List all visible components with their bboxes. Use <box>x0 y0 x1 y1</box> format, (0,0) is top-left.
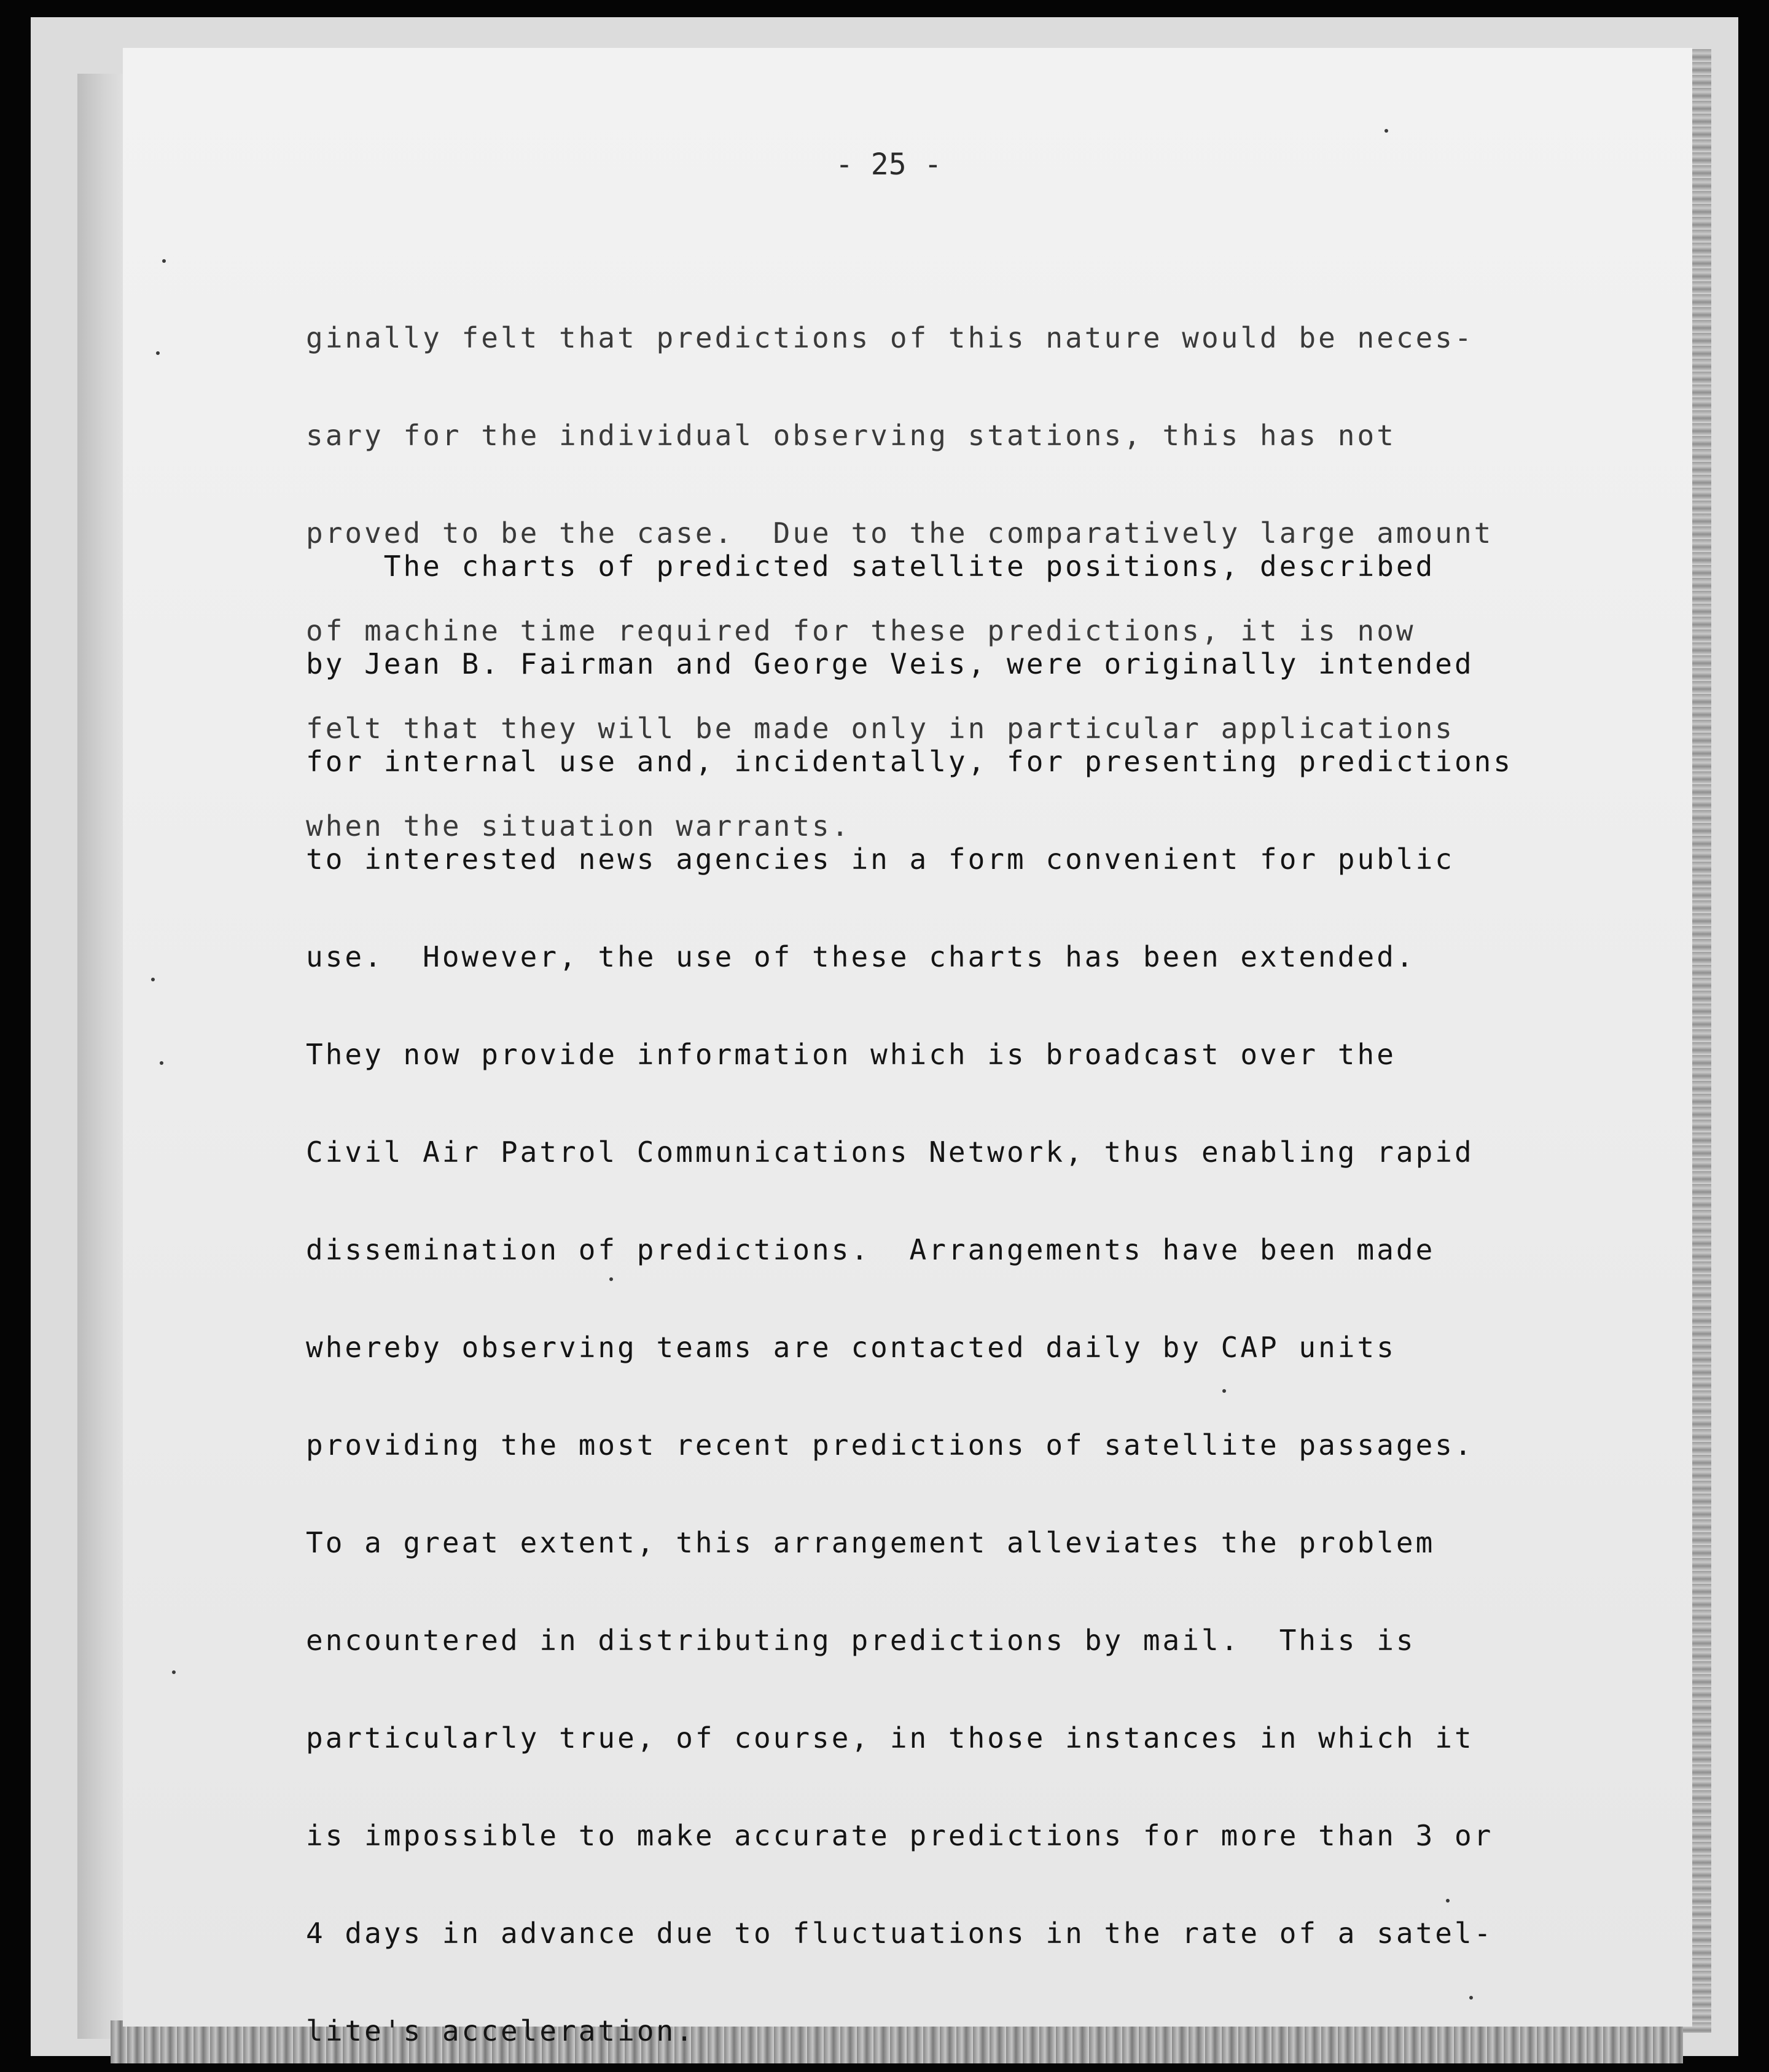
text-line: felt that they will be made only in particular applications <box>306 712 1455 745</box>
dust-speck <box>172 1670 176 1674</box>
text-line: particularly true, of course, in those instances in which it <box>306 1721 1474 1755</box>
text-line: To a great extent, this arrangement alleviates the problem <box>306 1526 1435 1559</box>
text-line: proved to be the case. Due to the comparatively large amount <box>306 516 1494 550</box>
page-number: - 25 - <box>835 147 942 182</box>
text-line: They now provide information which is broadcast over the <box>306 1038 1396 1071</box>
dust-speck <box>1469 1996 1473 2000</box>
text-line: Civil Air Patrol Communications Network, thus enabling rapid <box>306 1135 1474 1169</box>
text-line: encountered in distributing predictions by mail. This is <box>306 1624 1416 1657</box>
text-line: whereby observing teams are contacted daily by CAP units <box>306 1331 1396 1364</box>
dust-speck <box>162 259 166 263</box>
text-line: use. However, the use of these charts has been extended. <box>306 940 1416 973</box>
text-line: 4 days in advance due to fluctuations in the rate of a satel- <box>306 1917 1494 1950</box>
text-line: when the situation warrants. <box>306 809 851 843</box>
text-line: is impossible to make accurate predictions for more than 3 or <box>306 1819 1494 1852</box>
text-line: lite's acceleration. <box>306 2014 695 2047</box>
dust-speck <box>151 978 155 981</box>
dust-speck <box>1446 1899 1450 1903</box>
text-line: dissemination of predictions. Arrangements have been made <box>306 1233 1435 1266</box>
paragraph-2 <box>306 485 1513 2072</box>
dust-speck <box>160 1061 163 1065</box>
dust-speck <box>609 1277 613 1281</box>
text-line: of machine time required for these predictions, it is now <box>306 614 1416 647</box>
dust-speck <box>156 351 160 355</box>
text-line: sary for the individual observing stations, this has not <box>306 419 1396 452</box>
text-line: providing the most recent predictions of satellite passages. <box>306 1428 1474 1462</box>
text-line: for internal use and, incidentally, for presenting predictions <box>306 745 1513 778</box>
text-line: to interested news agencies in a form convenient for public <box>306 843 1455 876</box>
dust-speck <box>1384 129 1388 133</box>
text-line: The charts of predicted satellite positions, described <box>306 550 1435 583</box>
text-line: by Jean B. Fairman and George Veis, were originally intended <box>306 647 1474 680</box>
dust-speck <box>1222 1389 1226 1393</box>
text-line: ginally felt that predictions of this nature would be neces- <box>306 321 1474 354</box>
